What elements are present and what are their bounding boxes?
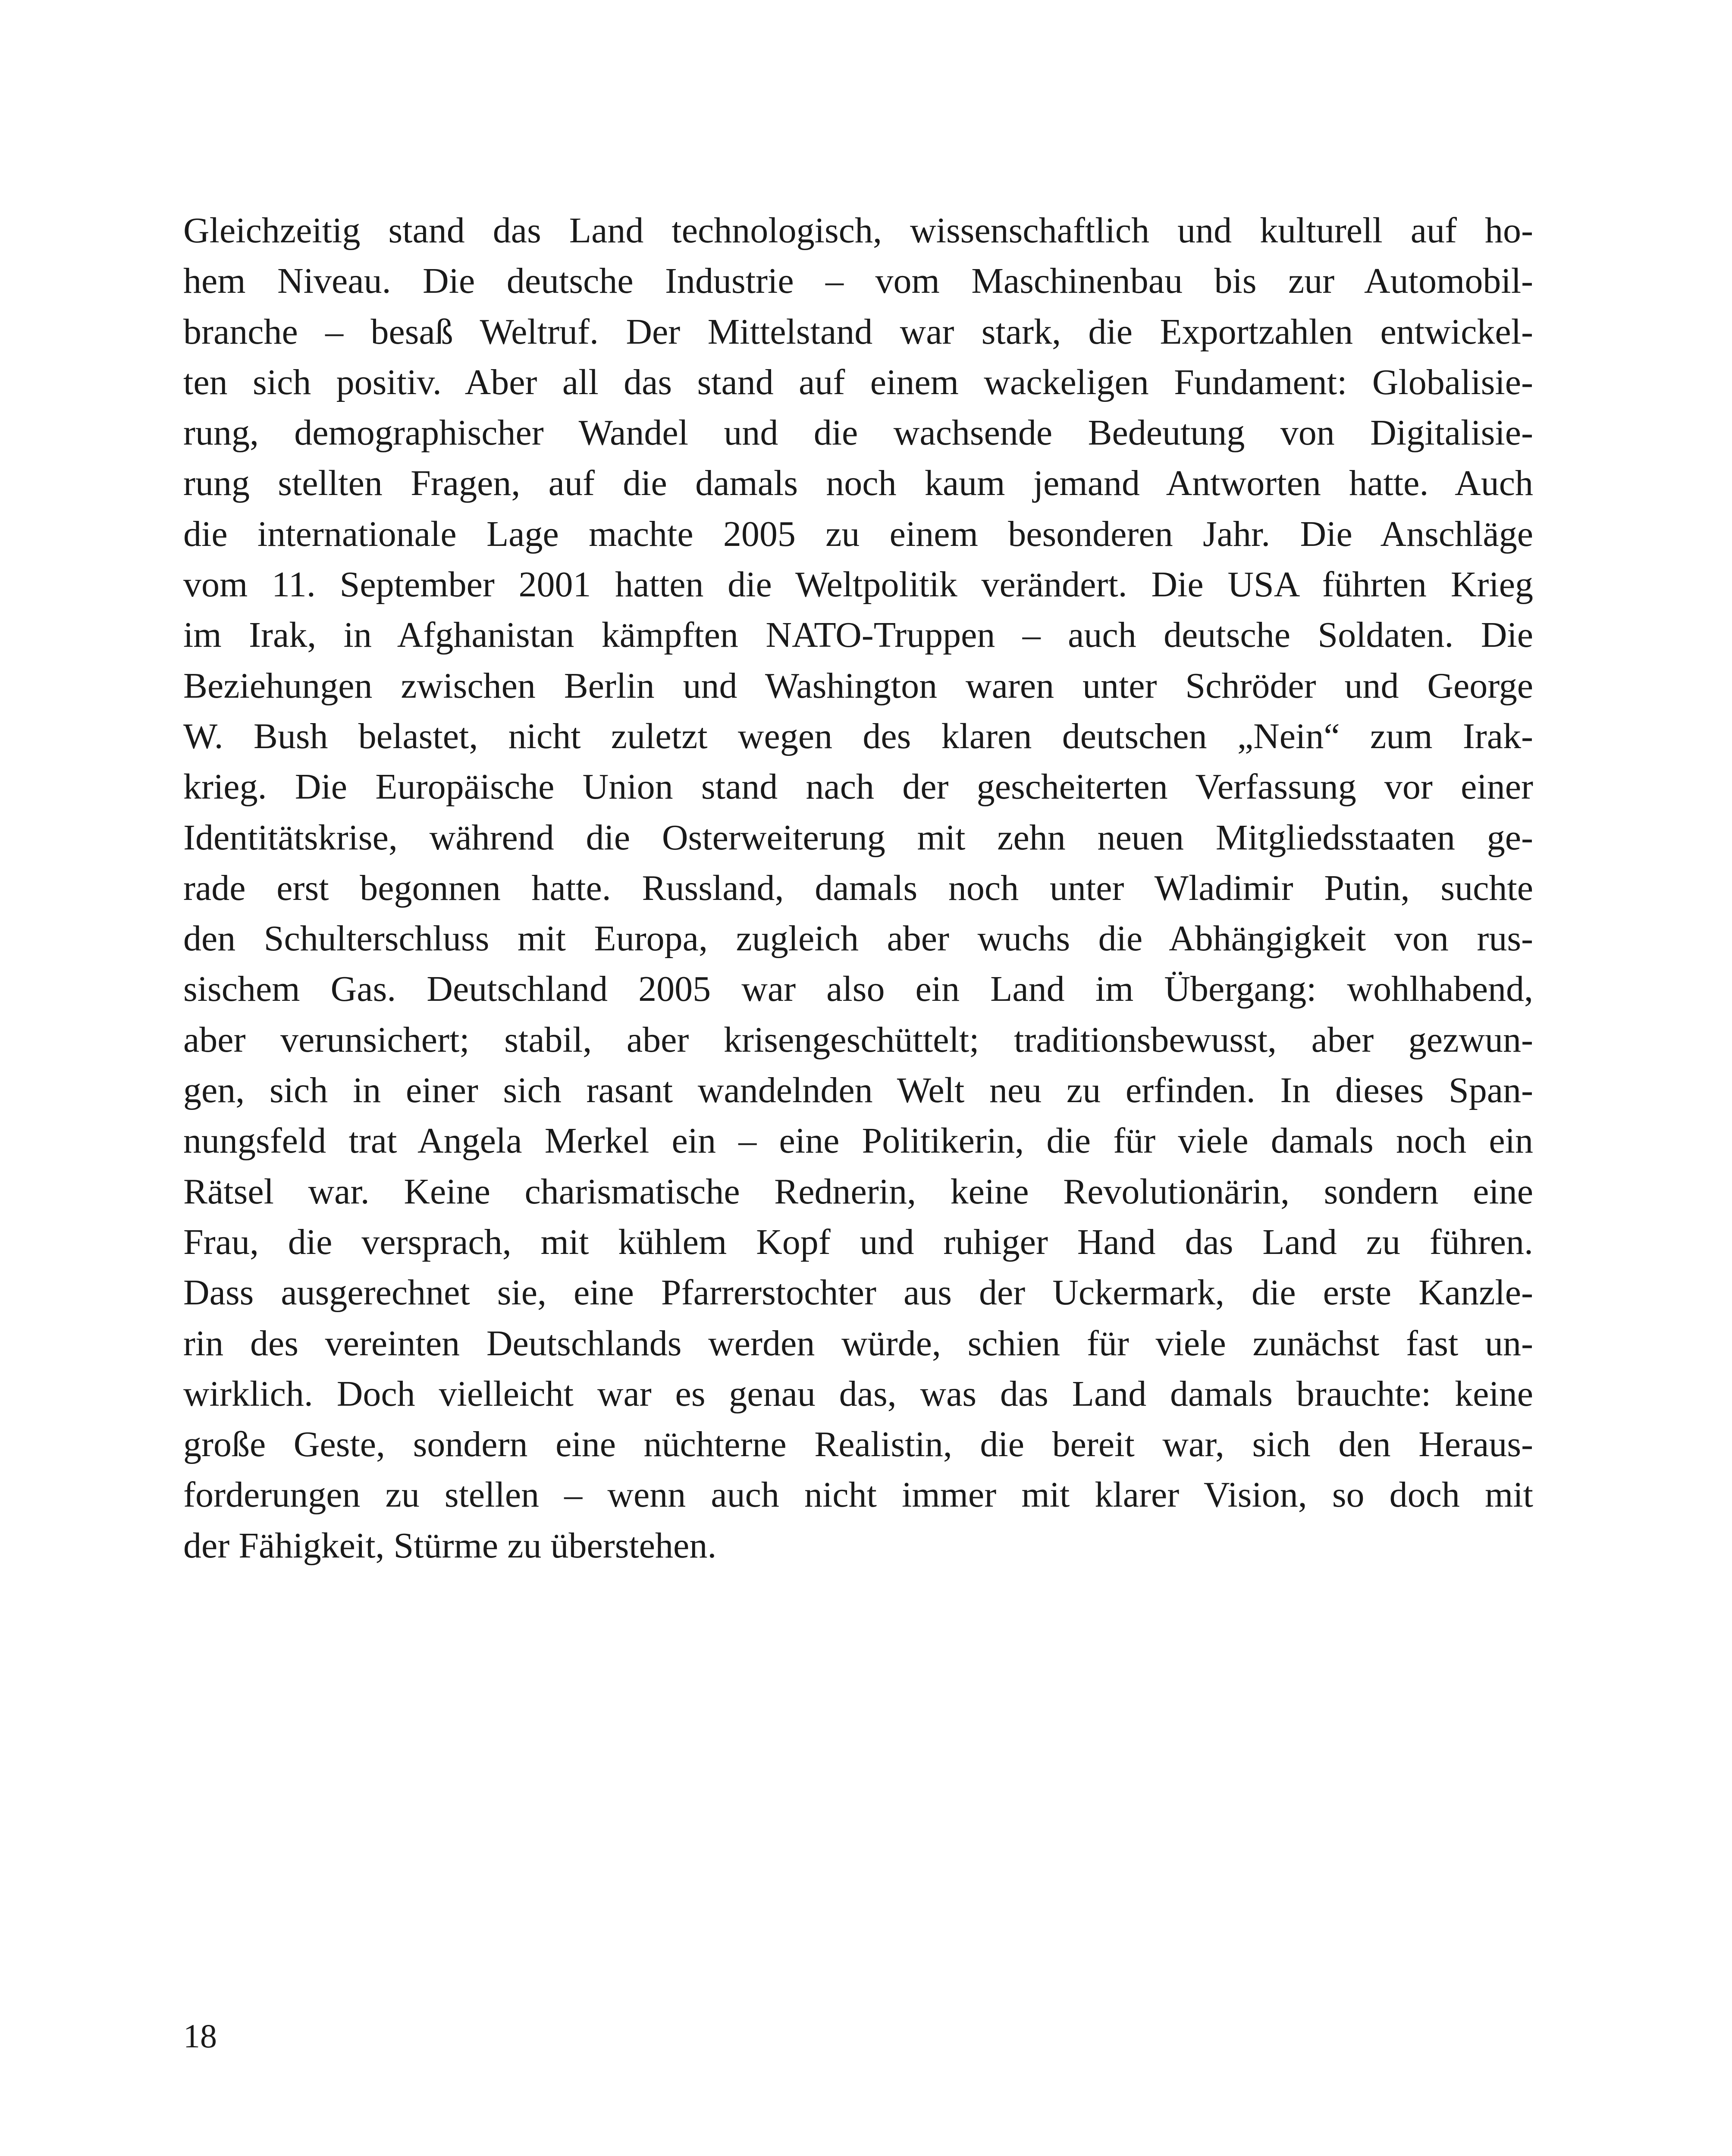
page-number: 18 (183, 2017, 217, 2055)
text-line: den Schulterschluss mit Europa, zugleich aber wuchs die Abhängigkeit von rus- (183, 918, 1533, 959)
text-line: Gleichzeitig stand das Land technologisch, wissenschaftlich und kulturell auf ho- (183, 210, 1533, 251)
text-line: aber verunsichert; stabil, aber krisengeschüttelt; traditionsbewusst, aber gezwun- (183, 1019, 1533, 1060)
text-line: große Geste, sondern eine nüchterne Realistin, die bereit war, sich den Heraus- (183, 1424, 1533, 1465)
text-line: gen, sich in einer sich rasant wandelnden Welt neu zu erfinden. In dieses Span- (183, 1070, 1533, 1111)
text-line: ten sich positiv. Aber all das stand auf einem wackeligen Fundament: Globalisie- (183, 362, 1533, 402)
text-line: rung stellten Fragen, auf die damals noch kaum jemand Antworten hatte. Auch (183, 463, 1533, 504)
body-paragraph (183, 205, 1533, 1571)
text-line: nungsfeld trat Angela Merkel ein – eine Politikerin, die für viele damals noch ein (183, 1121, 1533, 1161)
text-line: rin des vereinten Deutschlands werden würde, schien für viele zunächst fast un- (183, 1323, 1533, 1363)
text-line: Dass ausgerechnet sie, eine Pfarrerstochter aus der Uckermark, die erste Kanzle- (183, 1272, 1533, 1313)
text-line: hem Niveau. Die deutsche Industrie – vom Maschinenbau bis zur Automobil- (183, 261, 1533, 301)
text-line: im Irak, in Afghanistan kämpften NATO-Truppen – auch deutsche Soldaten. Die (183, 615, 1533, 655)
text-line: W. Bush belastet, nicht zuletzt wegen des klaren deutschen „Nein“ zum Irak- (183, 716, 1533, 756)
text-line: die internationale Lage machte 2005 zu einem besonderen Jahr. Die Anschläge (183, 514, 1533, 554)
text-line: Beziehungen zwischen Berlin und Washington waren unter Schröder und George (183, 665, 1533, 706)
text-line: Identitätskrise, während die Osterweiterung mit zehn neuen Mitgliedsstaaten ge- (183, 817, 1533, 858)
text-line: forderungen zu stellen – wenn auch nicht immer mit klarer Vision, so doch mit (183, 1475, 1533, 1515)
text-line: Frau, die versprach, mit kühlem Kopf und ruhiger Hand das Land zu führen. (183, 1222, 1533, 1262)
text-line: krieg. Die Europäische Union stand nach der gescheiterten Verfassung vor einer (183, 767, 1533, 807)
text-line: vom 11. September 2001 hatten die Weltpolitik verändert. Die USA führten Krieg (183, 564, 1533, 605)
text-line-last: der Fähigkeit, Stürme zu überstehen. (183, 1525, 717, 1566)
text-line: rung, demographischer Wandel und die wachsende Bedeutung von Digitalisie- (183, 413, 1533, 453)
text-line: sischem Gas. Deutschland 2005 war also ein Land im Übergang: wohlhabend, (183, 969, 1533, 1009)
text-line: wirklich. Doch vielleicht war es genau das, was das Land damals brauchte: keine (183, 1373, 1533, 1414)
text-line: Rätsel war. Keine charismatische Rednerin, keine Revolutionärin, sondern eine (183, 1171, 1533, 1212)
text-line: rade erst begonnen hatte. Russland, damals noch unter Wladimir Putin, suchte (183, 868, 1533, 908)
text-line: branche – besaß Weltruf. Der Mittelstand war stark, die Exportzahlen entwickel- (183, 311, 1533, 352)
